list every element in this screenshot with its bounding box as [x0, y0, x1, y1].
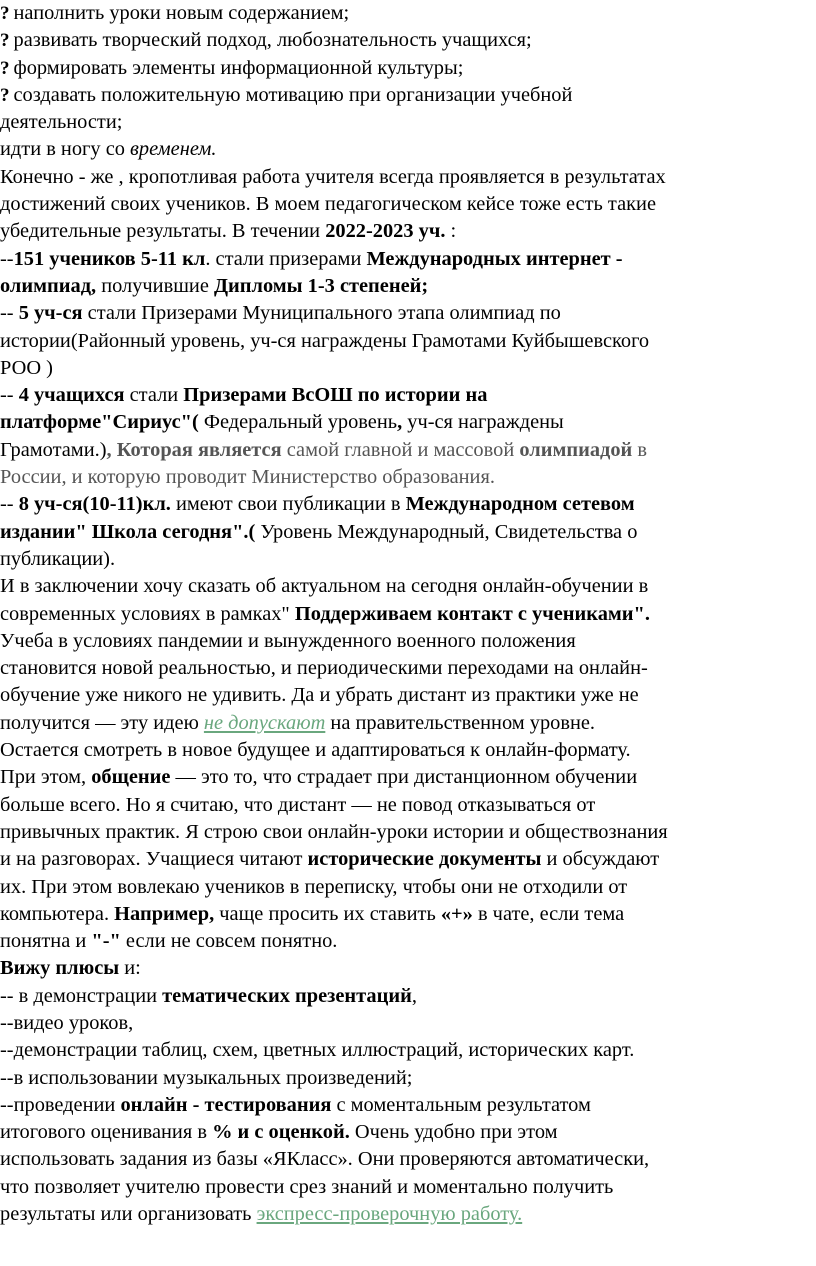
text-line: России, и которую проводит Министерство образования. [0, 466, 495, 489]
text-line: -- 4 учащихся стали Призерами ВсОШ по истории на [0, 384, 488, 407]
text-line: привычных практик. Я строю свои онлайн-уроки истории и обществознания [0, 820, 668, 843]
question-mark-icon: ? [0, 30, 10, 52]
text-line: --видео уроков, [0, 1011, 134, 1034]
text-line: издании" Школа сегодня".( Уровень Международный, Свидетельства о [0, 520, 638, 543]
text-line: результаты или организовать экспресс-проверочную работу. [0, 1203, 523, 1226]
text-line: что позволяет учителю провести срез знаний и моментально получить [0, 1175, 614, 1198]
text-line: РОО ) [0, 356, 53, 379]
bullet-line-1: ? наполнить уроки новым содержанием; [0, 2, 350, 24]
text-line: компьютера. Например, чаще просить их ставить «+» в чате, если тема [0, 902, 625, 925]
text-line: --проведении онлайн - тестирования с моментальным результатом [0, 1093, 591, 1116]
text-line: И в заключении хочу сказать об актуальном на сегодня онлайн-обучении в [0, 575, 649, 598]
text-line: -- 8 уч-ся(10-11)кл. имеют свои публикации в Международном сетевом [0, 493, 635, 516]
text-line: современных условиях в рамках" Поддерживаем контакт с учениками". [0, 602, 650, 625]
express-test-link[interactable]: экспресс-проверочную работу. [256, 1203, 523, 1226]
text-line: и на разговорах. Учащиеся читают исторические документы и обсуждают [0, 848, 660, 871]
text-line: достижений своих учеников. В моем педагогическом кейсе тоже есть такие [0, 193, 656, 216]
bullet-line-3: ? формировать элементы информационной культуры; [0, 56, 464, 79]
text-line: --демонстрации таблиц, схем, цветных иллюстраций, исторических карт. [0, 1039, 635, 1062]
question-mark-icon: ? [0, 84, 10, 106]
text-line: олимпиад, получившие Дипломы 1-3 степеней; [0, 274, 429, 297]
text-line: Вижу плюсы и: [0, 957, 141, 980]
text-line: идти в ногу со временем. [0, 138, 217, 161]
text-line: убедительные результаты. В течении 2022-2023 уч. : [0, 220, 457, 243]
text-line: становится новой реальностью, и периодическими переходами на онлайн- [0, 657, 648, 680]
text-line: Учеба в условиях пандемии и вынужденного военного положения [0, 629, 576, 652]
text-line: деятельности; [0, 111, 123, 134]
text-line: --в использовании музыкальных произведений; [0, 1066, 413, 1089]
bullet-line-4: ? создавать положительную мотивацию при организации учебной [0, 83, 573, 106]
question-mark-icon: ? [0, 3, 10, 24]
text-line: При этом, общение — это то, что страдает при дистанционном обучении [0, 766, 638, 789]
text-line: --151 учеников 5-11 кл. стали призерами Международных интернет - [0, 247, 623, 270]
text-line: Грамотами.), Которая является самой главной и массовой олимпиадой в [0, 438, 648, 461]
text-line: -- 5 уч-ся стали Призерами Муниципального этапа олимпиад по [0, 302, 561, 325]
text-line: получится — эту идею не допускают на правительственном уровне. [0, 711, 596, 734]
text-line: понятна и "-" если не совсем понятно. [0, 930, 338, 953]
text-line: Остается смотреть в новое будущее и адаптироваться к онлайн-формату. [0, 739, 631, 762]
ne-dopuskayut-link[interactable]: не допускают [203, 711, 326, 734]
text-line: истории(Районный уровень, уч-ся награждены Грамотами Куйбышевского [0, 329, 650, 352]
text-line: Конечно - же , кропотливая работа учителя всегда проявляется в результатах [0, 165, 666, 188]
text-line: больше всего. Но я считаю, что дистант — не повод отказываться от [0, 793, 596, 816]
text-line: их. При этом вовлекаю учеников в переписку, чтобы они не отходили от [0, 875, 628, 898]
text-line: итогового оценивания в % и с оценкой. Очень удобно при этом [0, 1121, 558, 1144]
question-mark-icon: ? [0, 57, 10, 79]
bullet-line-2: ? развивать творческий подход, любознательность учащихся; [0, 29, 532, 52]
text-line: платформе"Сириус"( Федеральный уровень, уч-ся награждены [0, 411, 564, 434]
text-line: публикации). [0, 547, 116, 570]
text-line: -- в демонстрации тематических презентаций, [0, 984, 417, 1007]
text-line: обучение уже никого не удивить. Да и убрать дистант из практики уже не [0, 684, 639, 707]
text-line: использовать задания из базы «ЯКласс». Они проверяются автоматически, [0, 1148, 650, 1171]
